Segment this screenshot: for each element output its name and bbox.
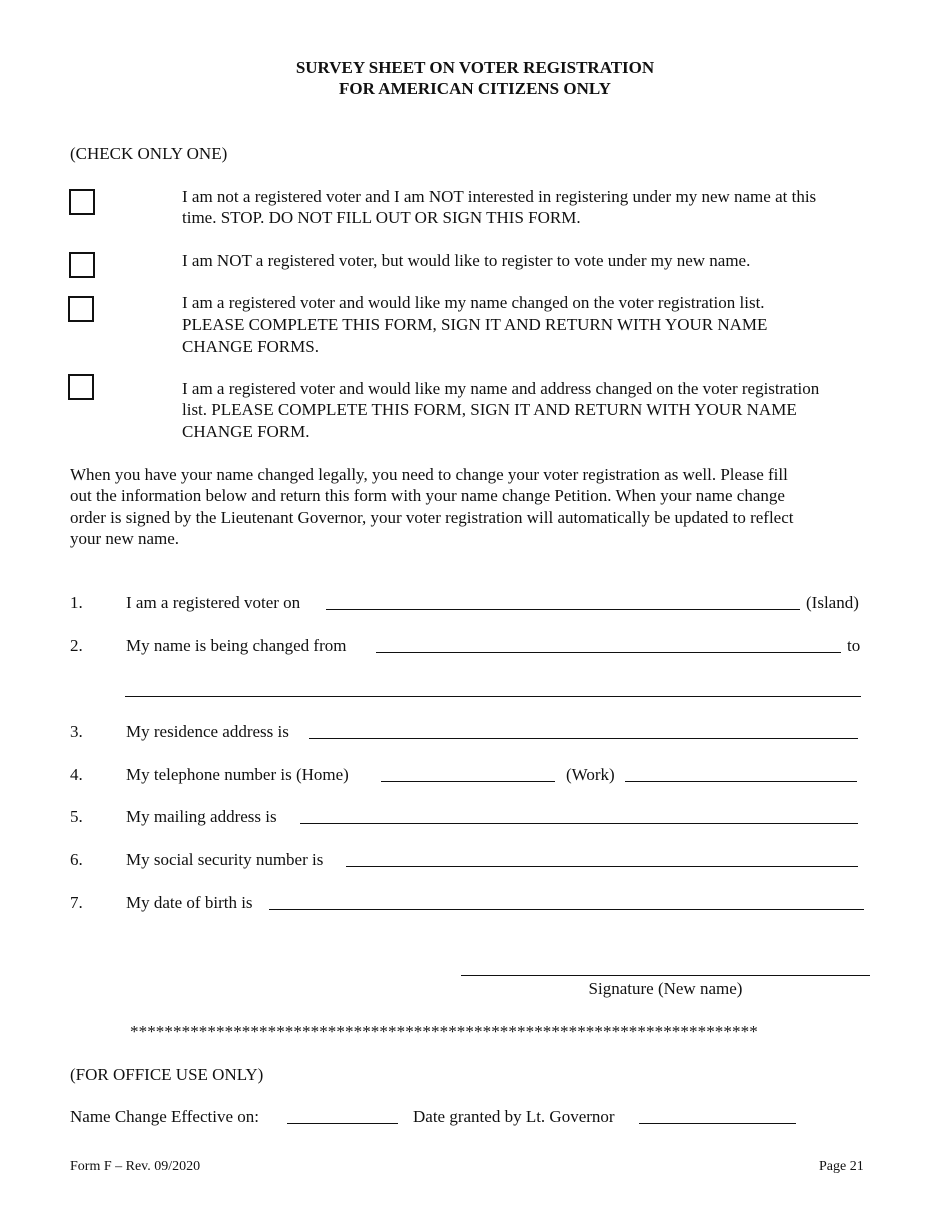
field-2-suffix: to [847,636,861,655]
field-2-label: My name is being changed from [126,636,347,655]
option-4-text-line-2: list. PLEASE COMPLETE THIS FORM, SIGN IT AND RETURN WITH YOUR NAME [182,400,797,419]
field-1-label: I am a registered voter on [126,593,301,612]
instructions-line-4: your new name. [70,529,180,548]
signature-label: Signature (New name) [588,979,743,998]
form-title-line-1: SURVEY SHEET ON VOTER REGISTRATION [295,58,655,77]
date-granted-label: Date granted by Lt. Governor [413,1107,615,1126]
effective-date-label: Name Change Effective on: [70,1107,259,1126]
field-7-label: My date of birth is [126,893,253,912]
option-3-checkbox[interactable] [68,296,94,322]
new-name-input[interactable] [125,683,861,697]
option-4-text-line-1: I am a registered voter and would like my name and address changed on the voter registration [182,379,820,398]
date-of-birth-input[interactable] [269,896,864,910]
option-1-checkbox[interactable] [69,189,95,215]
option-3-text-line-3: CHANGE FORMS. [182,337,319,356]
field-7-number: 7. [70,893,83,912]
option-4-checkbox[interactable] [68,374,94,400]
residence-address-input[interactable] [309,725,858,739]
form-revision: Form F – Rev. 09/2020 [70,1159,201,1174]
field-2-number: 2. [70,636,83,655]
option-1-text-line-1: I am not a registered voter and I am NOT interested in registering under my new name at this [182,187,817,206]
field-3-label: My residence address is [126,722,289,741]
instructions-line-3: order is signed by the Lieutenant Governor, your voter registration will automatically be updated to reflect [70,508,794,527]
option-3-text-line-2: PLEASE COMPLETE THIS FORM, SIGN IT AND RETURN WITH YOUR NAME [182,315,768,334]
work-phone-input[interactable] [625,768,857,782]
instructions-line-2: out the information below and return this form with your name change Petition. When your name change [70,486,785,505]
form-title-line-2: FOR AMERICAN CITIZENS ONLY [339,79,611,98]
option-1-text-line-2: time. STOP. DO NOT FILL OUT OR SIGN THIS FORM. [182,208,581,227]
old-name-input[interactable] [376,639,841,653]
field-4-label: My telephone number is (Home) [126,765,349,784]
option-3-text-line-1: I am a registered voter and would like my name changed on the voter registration list. [182,293,765,312]
field-1-number: 1. [70,593,83,612]
field-6-label: My social security number is [126,850,324,869]
option-4-text-line-3: CHANGE FORM. [182,422,310,441]
signature-line[interactable] [461,962,870,976]
island-input[interactable] [326,596,800,610]
option-2-checkbox[interactable] [69,252,95,278]
field-5-number: 5. [70,807,83,826]
check-instruction: (CHECK ONLY ONE) [70,144,228,163]
home-phone-input[interactable] [381,768,555,782]
effective-date-input[interactable] [287,1110,398,1124]
field-5-label: My mailing address is [126,807,277,826]
mailing-address-input[interactable] [300,810,858,824]
separator-asterisks: ************************************************************************* [130,1022,758,1041]
option-2-text: I am NOT a registered voter, but would like to register to vote under my new name. [182,251,751,270]
instructions-line-1: When you have your name changed legally, you need to change your voter registration as well. Please fill [70,465,788,484]
page-number: Page 21 [819,1159,864,1174]
office-use-heading: (FOR OFFICE USE ONLY) [70,1065,264,1084]
field-4-work-label: (Work) [566,765,615,784]
field-4-number: 4. [70,765,83,784]
field-3-number: 3. [70,722,83,741]
ssn-input[interactable] [346,853,858,867]
date-granted-input[interactable] [639,1110,796,1124]
field-6-number: 6. [70,850,83,869]
field-1-suffix: (Island) [806,593,859,612]
